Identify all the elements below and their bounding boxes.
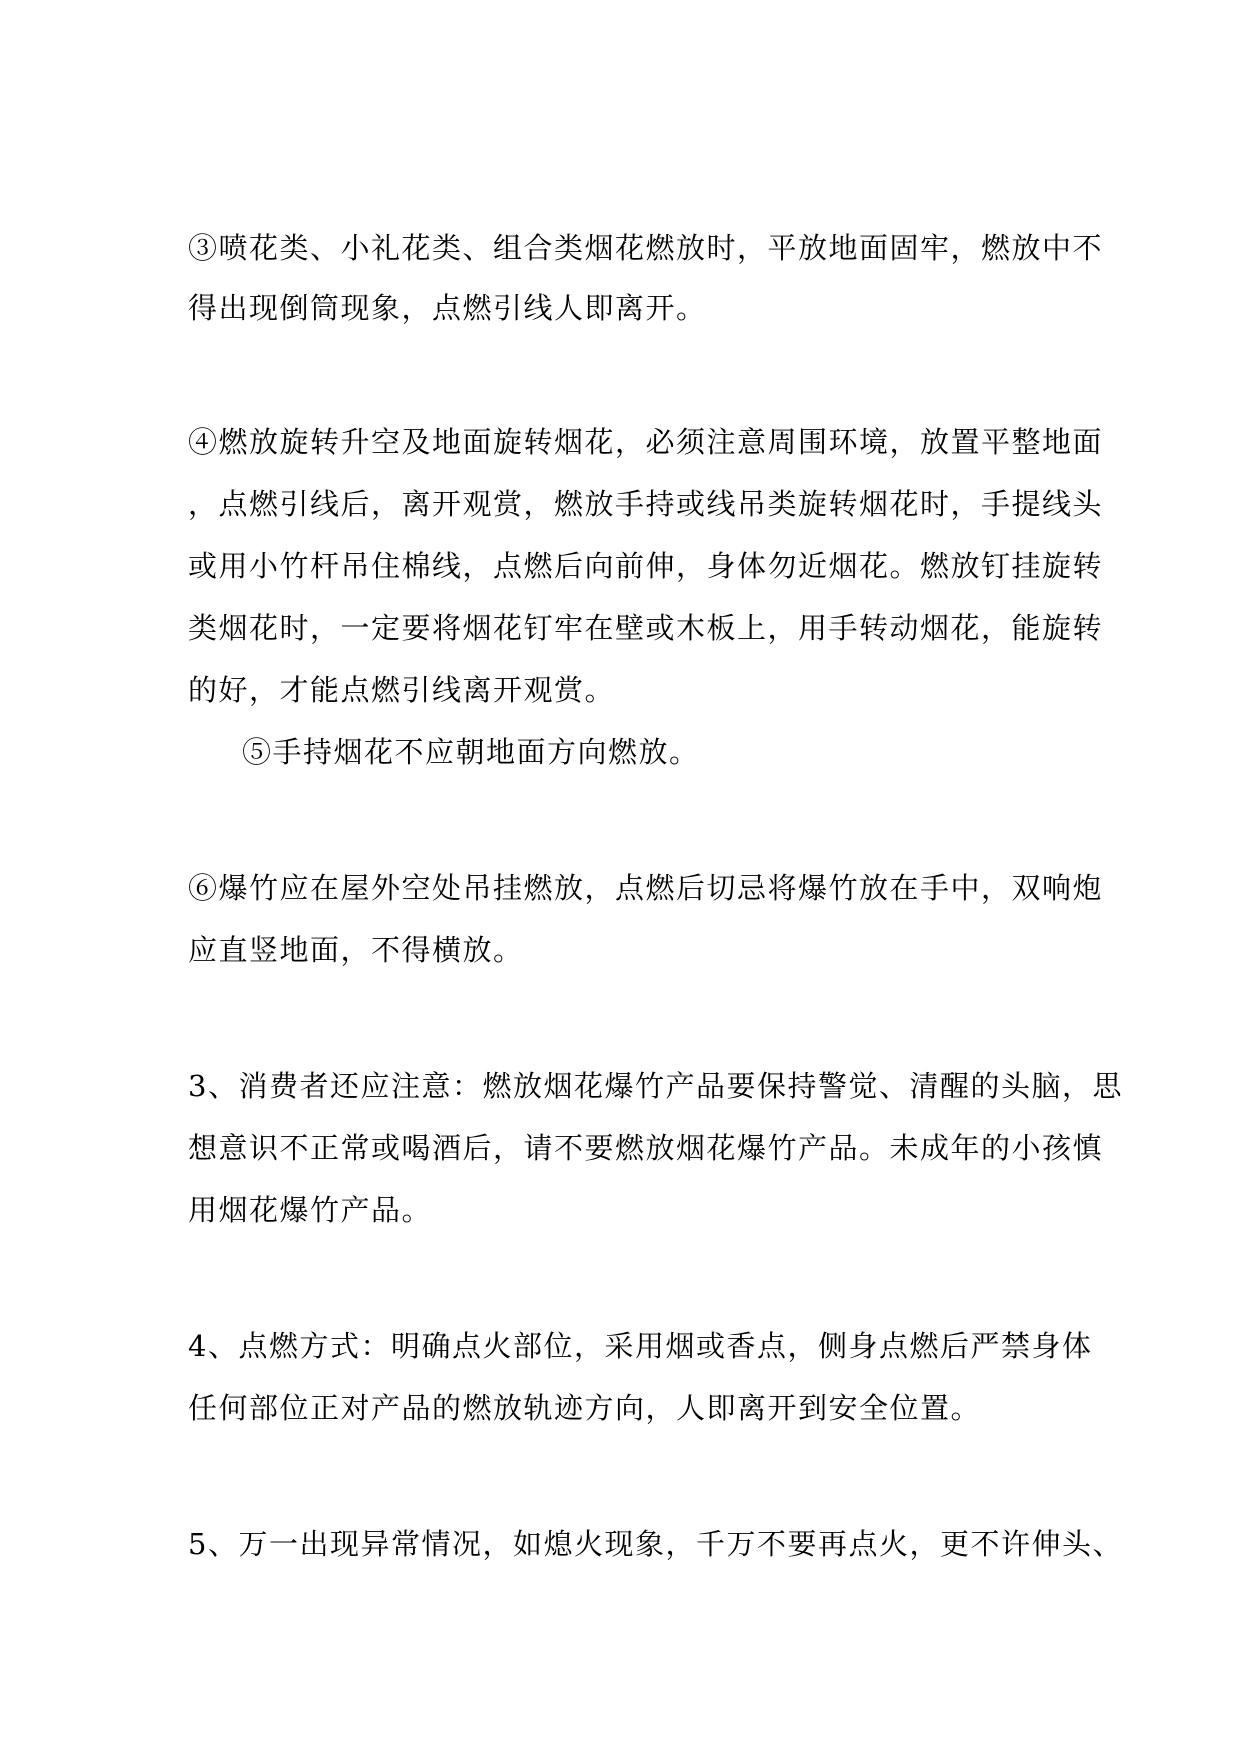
section-5-line-1: 5、万一出现异常情况，如熄火现象，千万不要再点火，更不许伸头、 (188, 1527, 1123, 1561)
section-4-line-2: 任何部位正对产品的燃放轨迹方向，人即离开到安全位置。 (188, 1391, 982, 1425)
paragraph-3-line-2: 得出现倒筒现象，点燃引线人即离开。 (188, 291, 707, 325)
paragraph-4-line-3: 或用小竹杆吊住棉线，点燃后向前伸，身体勿近烟花。燃放钉挂旋转 (188, 549, 1104, 583)
paragraph-6-line-1: ⑥爆竹应在屋外空处吊挂燃放，点燃后切忌将爆竹放在手中，双响炮 (188, 871, 1104, 905)
paragraph-4-line-1: ④燃放旋转升空及地面旋转烟花，必须注意周围环境，放置平整地面 (188, 425, 1104, 459)
paragraph-4-line-2: ，点燃引线后，离开观赏，燃放手持或线吊类旋转烟花时，手提线头 (188, 487, 1104, 521)
paragraph-4-line-5: 的好，才能点燃引线离开观赏。 (188, 673, 616, 707)
paragraph-5-line-1: ⑤手持烟花不应朝地面方向燃放。 (242, 735, 700, 769)
paragraph-6-line-2: 应直竖地面，不得横放。 (188, 933, 524, 967)
section-3-line-1: 3、消费者还应注意：燃放烟花爆竹产品要保持警觉、清醒的头脑，思 (188, 1069, 1123, 1103)
paragraph-4-line-4: 类烟花时，一定要将烟花钉牢在壁或木板上，用手转动烟花，能旋转 (188, 611, 1104, 645)
paragraph-3-line-1: ③喷花类、小礼花类、组合类烟花燃放时，平放地面固牢，燃放中不 (188, 231, 1104, 265)
section-3-line-2: 想意识不正常或喝酒后，请不要燃放烟花爆竹产品。未成年的小孩慎 (188, 1131, 1104, 1165)
section-4-line-1: 4、点燃方式：明确点火部位，采用烟或香点，侧身点燃后严禁身体 (188, 1329, 1093, 1363)
section-3-line-3: 用烟花爆竹产品。 (188, 1193, 433, 1227)
